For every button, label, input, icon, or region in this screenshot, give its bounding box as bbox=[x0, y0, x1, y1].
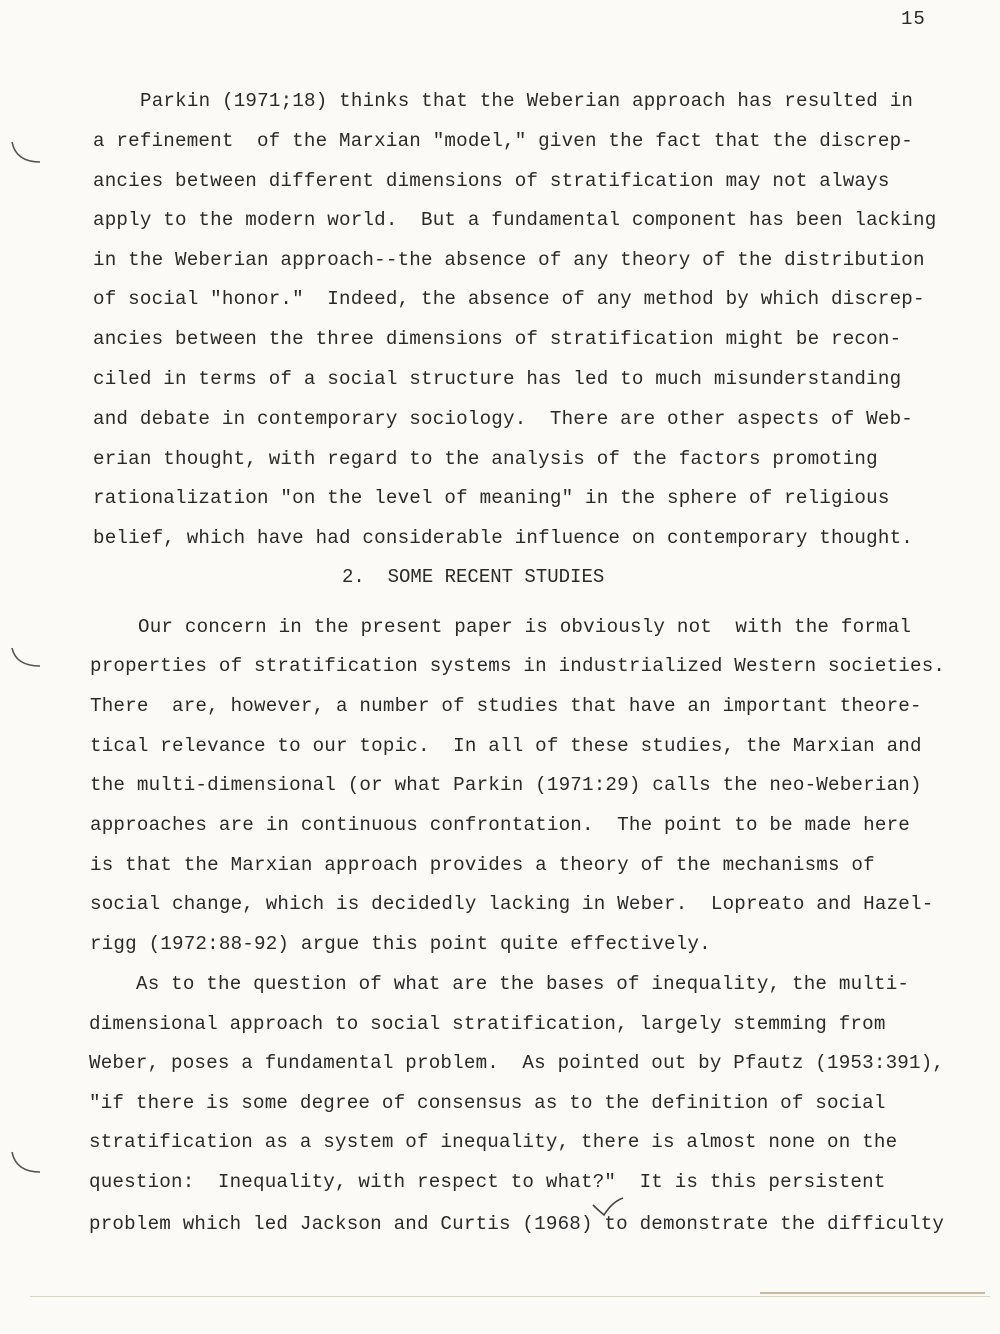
bottom-scan-edge bbox=[30, 1296, 990, 1297]
paragraph-3-line-7: problem which led Jackson and Curtis (1968) to demonstrate the difficulty bbox=[89, 1213, 945, 1235]
paragraph-3-line-1: As to the question of what are the bases of inequality, the multi- bbox=[136, 973, 910, 995]
paragraph-3-line-3: Weber, poses a fundamental problem. As pointed out by Pfautz (1953:391), bbox=[89, 1052, 945, 1074]
paragraph-1-line-9: and debate in contemporary sociology. There are other aspects of Web- bbox=[93, 408, 914, 430]
paragraph-2-line-3: There are, however, a number of studies that have an important theore- bbox=[90, 695, 922, 717]
checkmark-annotation-icon bbox=[590, 1196, 626, 1218]
paragraph-2-line-1: Our concern in the present paper is obviously not with the formal bbox=[138, 616, 912, 638]
paragraph-1-line-5: in the Weberian approach--the absence of any theory of the distribution bbox=[93, 249, 925, 271]
paragraph-2-line-9: rigg (1972:88-92) argue this point quite effectively. bbox=[90, 933, 711, 955]
paragraph-1-line-3: ancies between different dimensions of stratification may not always bbox=[93, 170, 890, 192]
paragraph-2-line-6: approaches are in continuous confrontation. The point to be made here bbox=[90, 814, 911, 836]
hole-punch-mark-icon bbox=[10, 140, 44, 170]
hole-punch-mark-icon bbox=[10, 1150, 44, 1180]
paragraph-1-line-4: apply to the modern world. But a fundamental component has been lacking bbox=[93, 209, 937, 231]
paragraph-3-line-4: "if there is some degree of consensus as to the definition of social bbox=[89, 1092, 886, 1114]
bottom-scan-edge-right bbox=[760, 1292, 985, 1294]
paragraph-1-line-6: of social "honor." Indeed, the absence of any method by which discrep- bbox=[93, 288, 925, 310]
paragraph-1-line-12: belief, which have had considerable influence on contemporary thought. bbox=[93, 527, 914, 549]
page-number: 15 bbox=[901, 8, 926, 30]
paragraph-2-line-5: the multi-dimensional (or what Parkin (1971:29) calls the neo-Weberian) bbox=[90, 774, 922, 796]
paragraph-2-line-4: tical relevance to our topic. In all of these studies, the Marxian and bbox=[90, 735, 922, 757]
paragraph-1-line-2: a refinement of the Marxian "model," given the fact that the discrep- bbox=[93, 130, 914, 152]
section-heading: 2. SOME RECENT STUDIES bbox=[342, 566, 605, 588]
hole-punch-mark-icon bbox=[10, 646, 44, 676]
paragraph-3-line-2: dimensional approach to social stratification, largely stemming from bbox=[89, 1013, 886, 1035]
paragraph-1-line-10: erian thought, with regard to the analysis of the factors promoting bbox=[93, 448, 878, 470]
paragraph-1-line-1: Parkin (1971;18) thinks that the Weberian approach has resulted in bbox=[140, 90, 914, 112]
paragraph-2-line-7: is that the Marxian approach provides a theory of the mechanisms of bbox=[90, 854, 875, 876]
paragraph-1-line-8: ciled in terms of a social structure has led to much misunderstanding bbox=[93, 368, 902, 390]
paragraph-3-line-5: stratification as a system of inequality, there is almost none on the bbox=[89, 1131, 898, 1153]
paragraph-2-line-8: social change, which is decidedly lacking in Weber. Lopreato and Hazel- bbox=[90, 893, 934, 915]
paragraph-3-line-6: question: Inequality, with respect to what?" It is this persistent bbox=[89, 1171, 886, 1193]
paragraph-2-line-2: properties of stratification systems in industrialized Western societies. bbox=[90, 655, 946, 677]
paragraph-1-line-11: rationalization "on the level of meaning" in the sphere of religious bbox=[93, 487, 890, 509]
paragraph-1-line-7: ancies between the three dimensions of stratification might be recon- bbox=[93, 328, 902, 350]
